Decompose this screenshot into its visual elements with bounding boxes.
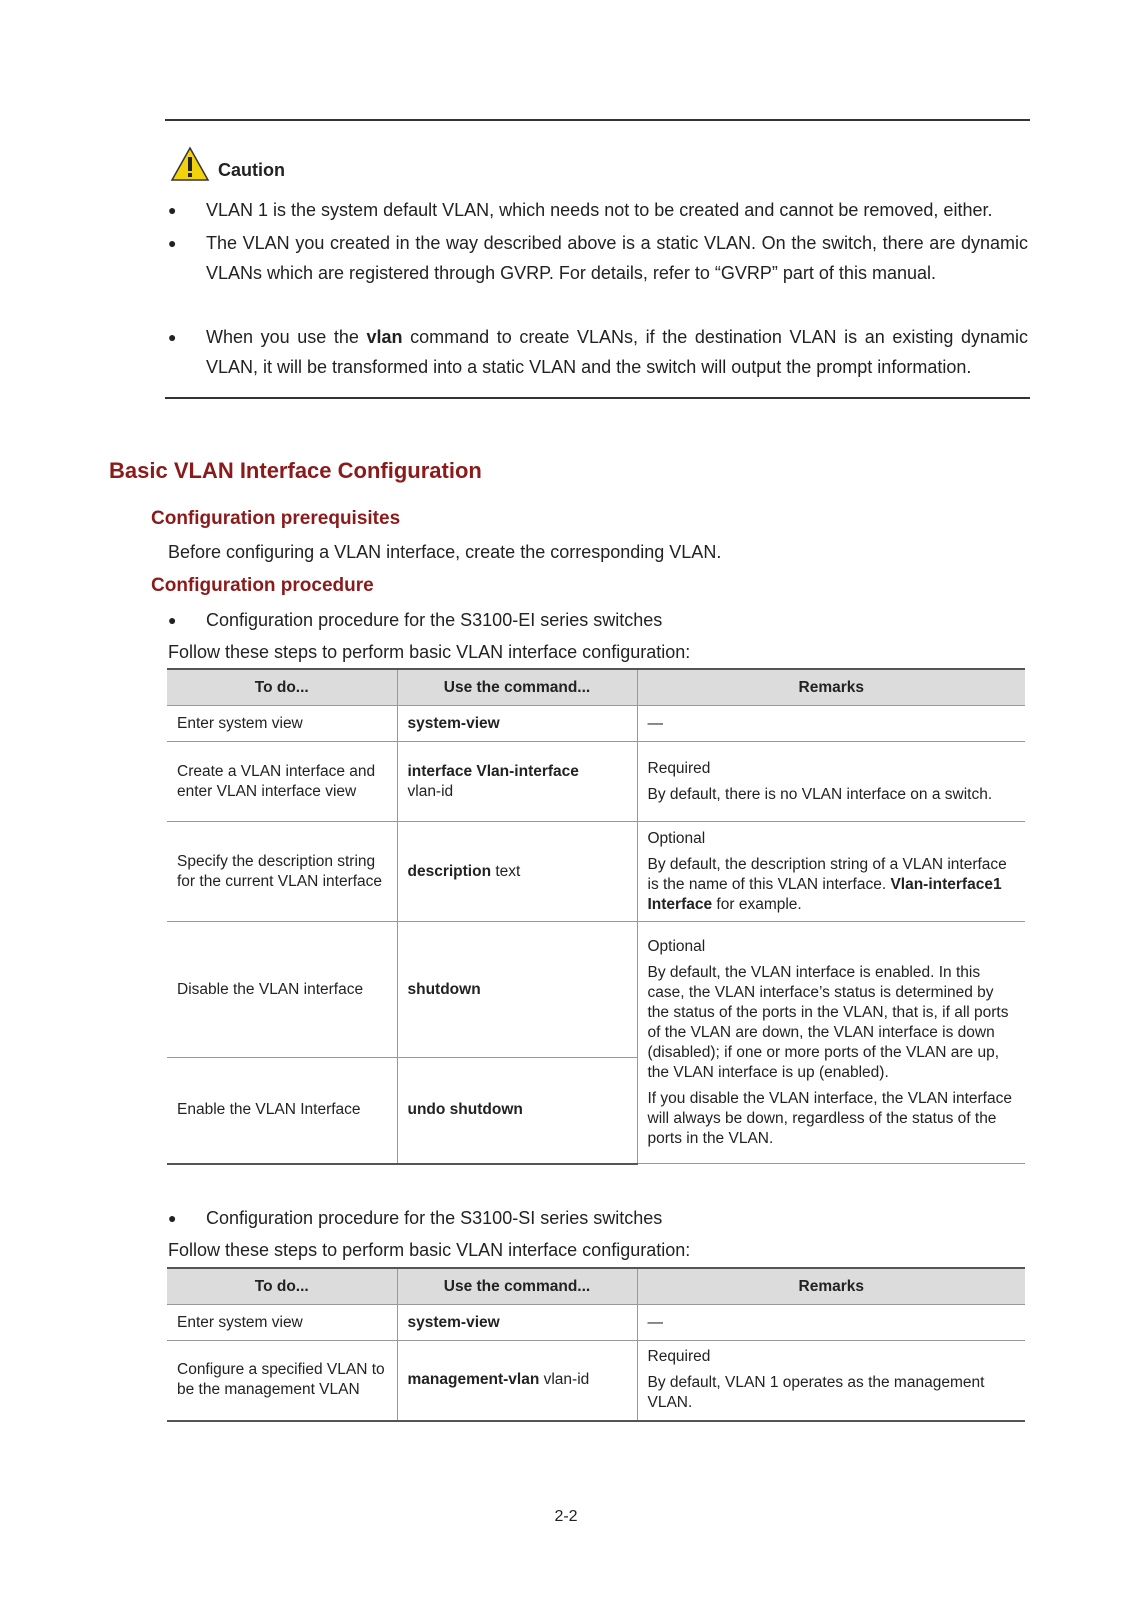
command-cell: undo shutdown [397, 1058, 637, 1164]
ei-intro: Follow these steps to perform basic VLAN interface configuration: [168, 642, 691, 662]
warning-triangle-icon [170, 146, 210, 182]
remarks-cell: — [637, 706, 1025, 742]
prereq-heading: Configuration prerequisites [151, 508, 401, 529]
caution-bullet-text: When you use the vlan command to create VLANs, if the destination VLAN is an existing dynamic VLAN, it will be transformed into a static VLAN and the switch will output the prompt information. [206, 327, 1029, 377]
procedure-heading: Configuration procedure [151, 575, 374, 596]
bullet-dot-icon: ● [168, 612, 177, 628]
todo-cell: Specify the description string for the current VLAN interface [167, 822, 397, 922]
header-todo: To do... [167, 669, 397, 706]
remarks-cell: Required By default, VLAN 1 operates as the management VLAN. [637, 1341, 1025, 1421]
si-bullet: ● Configuration procedure for the S3100-SI series switches [168, 1203, 1028, 1233]
todo-cell: Enter system view [167, 706, 397, 742]
command-cell: system-view [397, 706, 637, 742]
table-row [167, 1305, 1025, 1341]
prereq-text: Before configuring a VLAN interface, create the corresponding VLAN. [168, 542, 722, 562]
header-command: Use the command... [397, 669, 637, 706]
bullet-dot-icon: ● [168, 1210, 177, 1226]
table-row [167, 1341, 1025, 1421]
caution-bullet-2 [168, 228, 1028, 288]
table-row [167, 822, 1025, 922]
caution-bullet-3 [168, 322, 1028, 382]
ei-bullet: ● Configuration procedure for the S3100-EI series switches [168, 605, 1028, 635]
todo-cell: Enter system view [167, 1305, 397, 1341]
si-intro: Follow these steps to perform basic VLAN interface configuration: [168, 1240, 691, 1260]
todo-cell: Configure a specified VLAN to be the management VLAN [167, 1341, 397, 1421]
bullet-dot-icon: ● [168, 202, 177, 218]
table-header-row [167, 669, 1025, 706]
remarks-cell: Optional By default, the VLAN interface is enabled. In this case, the VLAN interface’s status is determined by the status of the ports in the VLAN, that is, if all ports of the VLAN are down, the VLAN interface is down (disabled); if one or more ports of the VLAN are up, the VLAN interface is up (enabled). If you disable the VLAN interface, the VLAN interface will always be down, regardless of the status of the ports in the VLAN. [637, 922, 1025, 1164]
vlan-command-keyword: vlan [366, 327, 403, 347]
si-config-table [167, 1267, 1025, 1422]
table-row [167, 706, 1025, 742]
caution-header [170, 144, 285, 184]
remarks-cell: Optional By default, the description string of a VLAN interface is the name of this VLAN interface. Vlan-interface1 Interface for example. [637, 822, 1025, 922]
header-remarks: Remarks [637, 669, 1025, 706]
command-cell: management-vlan vlan-id [397, 1341, 637, 1421]
command-cell: shutdown [397, 922, 637, 1058]
todo-cell: Enable the VLAN Interface [167, 1058, 397, 1164]
header-command: Use the command... [397, 1268, 637, 1305]
table-header-row [167, 1268, 1025, 1305]
command-cell: interface Vlan-interface vlan-id [397, 742, 637, 822]
todo-cell: Create a VLAN interface and enter VLAN interface view [167, 742, 397, 822]
command-cell: description text [397, 822, 637, 922]
bullet-dot-icon: ● [168, 329, 177, 345]
caution-bullet-1 [168, 195, 1028, 225]
caution-bullet-text: The VLAN you created in the way described above is a static VLAN. On the switch, there are dynamic VLANs which are registered through GVRP. For details, refer to “GVRP” part of this manual. [206, 233, 1028, 283]
ei-config-table [167, 668, 1025, 1165]
caution-bullet-text: VLAN 1 is the system default VLAN, which needs not to be created and cannot be removed, either. [206, 200, 993, 220]
bullet-dot-icon: ● [168, 235, 177, 251]
command-cell: system-view [397, 1305, 637, 1341]
table-row [167, 742, 1025, 822]
section-title: Basic VLAN Interface Configuration [109, 458, 482, 483]
remarks-cell: — [637, 1305, 1025, 1341]
caution-bottom-rule [165, 397, 1030, 399]
remarks-cell: Required By default, there is no VLAN interface on a switch. [637, 742, 1025, 822]
todo-cell: Disable the VLAN interface [167, 922, 397, 1058]
table-row [167, 922, 1025, 1058]
caution-top-rule [165, 119, 1030, 121]
page-number: 2-2 [554, 1508, 578, 1525]
caution-label: Caution [218, 159, 285, 180]
header-todo: To do... [167, 1268, 397, 1305]
header-remarks: Remarks [637, 1268, 1025, 1305]
